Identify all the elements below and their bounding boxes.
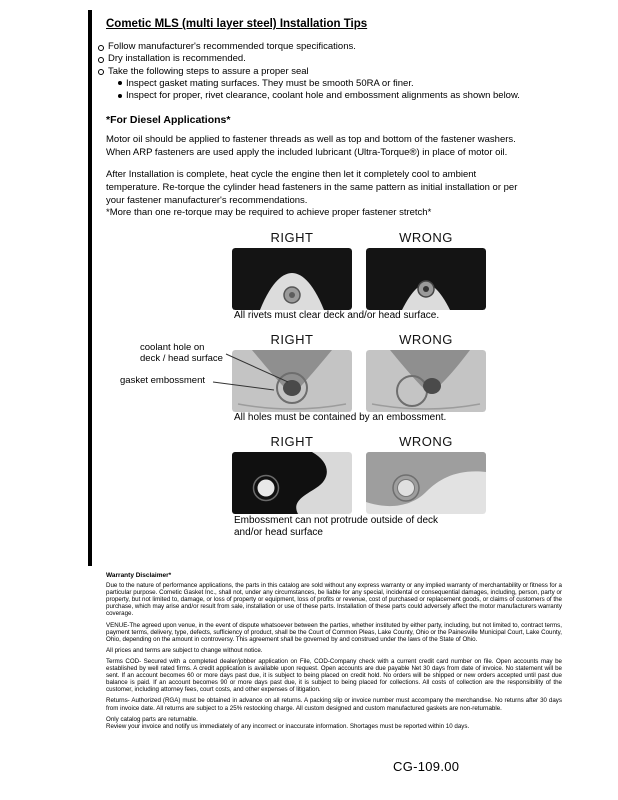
leader-lines xyxy=(200,348,300,396)
page-title: Cometic MLS (multi layer steel) Installation Tips xyxy=(106,18,368,30)
warranty-paragraph: All prices and terms are subject to change without notice. xyxy=(106,646,263,654)
left-border-rule xyxy=(88,10,92,566)
right-header: RIGHT xyxy=(270,434,314,449)
gasket-embossment-label: gasket embossment xyxy=(120,375,206,386)
wrong-header: WRONG xyxy=(399,434,453,449)
warranty-heading: Warranty Disclaimer* xyxy=(106,572,172,579)
list-item xyxy=(118,90,520,102)
right-header: RIGHT xyxy=(270,230,314,245)
tip-text: Follow manufacturer's recommended torque specifications. xyxy=(108,41,356,52)
warranty-paragraph: Terms COD- Secured with a completed dealer/jobber application on File, COD-Company check with a current credit card number on file. Open accounts may be established by well rated firms. A credit application is available upon request. Open accounts are due payable Net 30 days from date of invoice. No statement will be sent. If an account becomes 60 or more days past due, it is subject to being placed on credit hold. No orders will be shipped or new orders accepted until past due balance is paid. If an account becomes 90 or more days past due, it is subject to being placed for collections. All costs of collection are the responsibility of the customer, including attorney fees, court costs, and other expenses of litigation. xyxy=(106,657,562,694)
diagram-panels xyxy=(232,452,486,514)
retorque-note: *More than one re-torque may be required to achieve proper fastener stretch* xyxy=(106,207,432,218)
wrong-header: WRONG xyxy=(399,230,453,245)
right-wrong-headers xyxy=(232,230,486,245)
caption-rivets: All rivets must clear deck and/or head surface. xyxy=(234,310,440,321)
diagram-panels xyxy=(232,248,486,310)
rivet-wrong-image xyxy=(366,248,486,310)
tip-text: Take the following steps to assure a proper seal xyxy=(108,65,309,77)
warranty-paragraph: Only catalog parts are returnable. xyxy=(106,715,198,723)
embossment-wrong-image xyxy=(366,452,486,514)
coolant-hole-label: coolant hole on deck / head surface xyxy=(140,342,223,364)
circle-bullet-icon xyxy=(98,45,104,51)
diagram-row-rivets xyxy=(232,230,486,310)
installation-tips-list xyxy=(98,41,520,102)
list-item xyxy=(98,41,520,53)
warranty-paragraph: VENUE-The agreed upon venue, in the event of dispute whatsoever between the parties, whether instituted by either party, including, but not limited to, contract terms, payment terms, delivery, type, defects, sufficiency of product, shall be the Court of Common Pleas, Lake County, Ohio or the Painesville Municipal Court, Lake County, Ohio, depending on the amount in controversy. This agreement shall be governed by and construed under the laws of the State of Ohio. xyxy=(106,621,562,643)
circle-bullet-icon xyxy=(98,57,104,63)
diagram-row-embossment xyxy=(232,434,486,514)
coolant-hole-wrong-image xyxy=(366,350,486,412)
diesel-paragraph-1: Motor oil should be applied to fastener threads as well as top and bottom of the fastener washers. When ARP fasteners are used apply the included lubricant (Ultra-Torque®) in place of motor oil. xyxy=(106,134,516,158)
warranty-paragraph: Review your invoice and notify us immediately of any incorrect or inaccurate information. Shortages must be reported within 10 days. xyxy=(106,722,470,730)
tip-text: Inspect for proper, rivet clearance, coolant hole and embossment alignments as shown below. xyxy=(126,90,520,102)
diesel-paragraph-2: After Installation is complete, heat cycle the engine then let it completely cool to ambient temperature. Re-torque the cylinder head fasteners in the same pattern as initial installation or per your fastener manufacturer's recommendations. xyxy=(106,169,518,206)
list-item xyxy=(98,53,520,65)
dot-bullet-icon xyxy=(118,81,122,85)
right-header: RIGHT xyxy=(270,332,314,347)
right-wrong-headers xyxy=(232,434,486,449)
caption-holes: All holes must be contained by an embossment. xyxy=(234,412,447,423)
rivet-right-image xyxy=(232,248,352,310)
list-item xyxy=(118,78,520,90)
warranty-paragraph: Due to the nature of performance applications, the parts in this catalog are sold without any express warranty or any implied warranty of merchantability or fitness for a particular purpose. Cometic Gasket Inc., shall not, under any circumstances, be liable for any special, incidental or consequential damages, including, person, party or property, but not limited to, damage, or loss of property or equipment, loss of profits or revenue, cost of purchased or replacement goods, or claims of customers of the purchase, which may arise and/or result from sale, installation or use of these parts. Installation of these parts could adversely affect the motor manufacturers warranty coverage. xyxy=(106,582,562,618)
right-wrong-headers xyxy=(232,332,486,347)
circle-bullet-icon xyxy=(98,69,104,75)
embossment-right-image xyxy=(232,452,352,514)
wrong-header: WRONG xyxy=(399,332,453,347)
warranty-disclaimer-section xyxy=(106,572,562,734)
dot-bullet-icon xyxy=(118,94,122,98)
warranty-paragraph: Returns- Authorized (RGA) must be obtained in advance on all returns. A packing slip or invoice number must accompany the merchandise. No returns after 30 days from invoice date. All returns are subject to a 25% restocking charge. All custom designed and custom manufactured gaskets are non-returnable. xyxy=(106,697,562,712)
list-item xyxy=(98,66,520,78)
tip-text: Dry installation is recommended. xyxy=(108,53,246,65)
tip-text: Inspect gasket mating surfaces. They must be smooth 50RA or finer. xyxy=(126,77,414,89)
caption-embossment-protrude: Embossment can not protrude outside of deck and/or head surface xyxy=(234,515,439,538)
page-number: CG-109.00 xyxy=(393,759,460,774)
diesel-applications-heading: *For Diesel Applications* xyxy=(106,114,231,126)
